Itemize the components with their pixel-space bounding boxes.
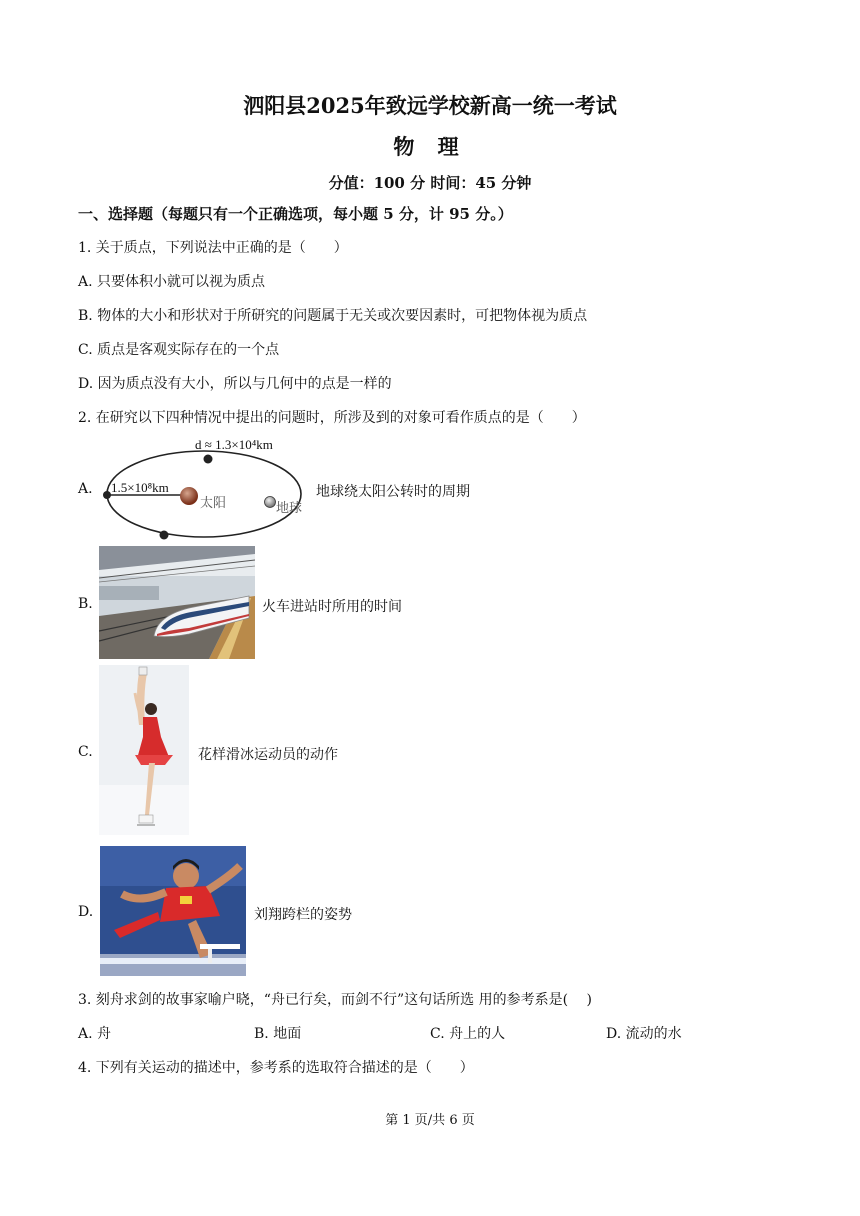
question-3-stem: 3. 刻舟求剑的故事家喻户晓，“舟已行矣，而剑不行”这句话所选 用的参考系是( ) [78, 992, 592, 1008]
q3-option-d: D. 流动的水 [606, 1026, 682, 1042]
q3-option-b: B. 地面 [254, 1026, 302, 1042]
earth-label: 地球 [276, 501, 303, 516]
earth-icon [265, 497, 276, 508]
radius-label: 1.5×10⁸km [111, 480, 169, 495]
q2-option-b-text: 火车进站时所用的时间 [262, 599, 402, 615]
q2-option-d-label: D. [78, 904, 94, 920]
exam-title: 泗阳县2025年致远学校新高一统一考试 [243, 93, 617, 118]
orbit-point-top [204, 455, 213, 464]
q2-option-a-label: A. [78, 481, 93, 497]
q1-option-b: B. 物体的大小和形状对于所研究的问题属于无关或次要因素时，可把物体视为质点 [78, 308, 588, 324]
exam-meta: 分值：100 分 时间：45 分钟 [328, 174, 532, 192]
question-4-stem: 4. 下列有关运动的描述中，参考系的选取符合描述的是（ ） [78, 1060, 474, 1076]
orbit-diagram [98, 432, 316, 540]
q3-option-a: A. 舟 [78, 1026, 112, 1042]
q2-option-a-text: 地球绕太阳公转时的周期 [316, 484, 470, 500]
sun-label: 太阳 [200, 496, 227, 511]
distance-label: d ≈ 1.3×10⁴km [195, 437, 273, 452]
q2-option-c-text: 花样滑冰运动员的动作 [198, 747, 338, 763]
orbit-point-left [103, 491, 111, 499]
question-1-stem: 1. 关于质点，下列说法中正确的是（ ） [78, 240, 348, 256]
page-footer: 第 1 页/共 6 页 [385, 1113, 475, 1128]
q1-option-a: A. 只要体积小就可以视为质点 [78, 274, 266, 290]
q2-option-c-label: C. [78, 744, 93, 760]
figure-skater-photo [99, 665, 189, 835]
section-heading: 一、选择题（每题只有一个正确选项，每小题 5 分，计 95 分。） [78, 205, 513, 223]
train-photo [99, 546, 255, 659]
q1-option-c: C. 质点是客观实际存在的一个点 [78, 342, 280, 358]
hurdler-photo [100, 846, 246, 976]
sun-icon [180, 487, 198, 505]
orbit-point-bottom [160, 531, 169, 540]
q3-option-c: C. 舟上的人 [430, 1026, 506, 1042]
q1-option-d: D. 因为质点没有大小，所以与几何中的点是一样的 [78, 376, 392, 392]
subject-title: 物 理 [393, 134, 467, 159]
q2-option-b-label: B. [78, 596, 93, 612]
question-2-stem: 2. 在研究以下四种情况中提出的问题时，所涉及到的对象可看作质点的是（ ） [78, 410, 586, 426]
q2-option-d-text: 刘翔跨栏的姿势 [254, 907, 352, 923]
